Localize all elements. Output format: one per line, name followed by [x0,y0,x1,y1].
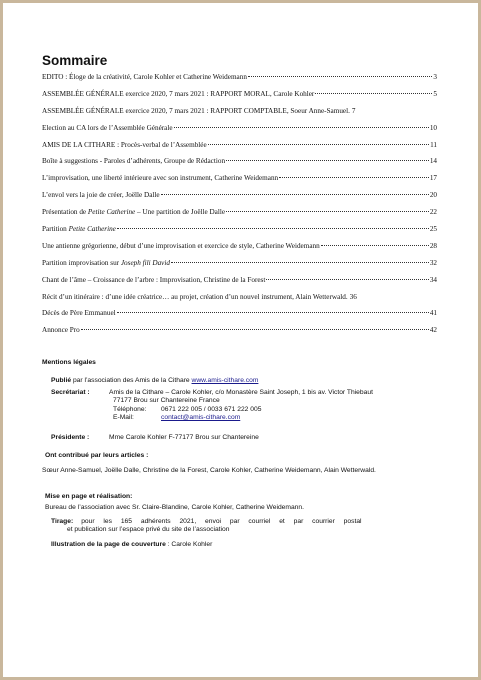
toc-entry-page: 28 [429,241,437,250]
publisher-line [42,377,451,385]
table-of-contents [42,73,437,343]
toc-leader-dots [226,211,429,212]
toc-leader-dots [208,144,429,145]
email-row [113,414,373,422]
toc-leader-dots [161,194,429,195]
secretariat-line2: 77177 Brou sur Chantereine France [113,397,220,405]
toc-entry[interactable] [42,141,437,158]
presidente-line [42,434,451,442]
tel-label: Téléphone: [113,405,147,413]
document-page [3,3,478,677]
tel-value: 0671 222 005 / 0033 671 222 005 [161,405,262,413]
toc-leader-dots [171,262,429,263]
toc-entry-title: Présentation de Petite Catherine – Une partition de Joëlle Dalle [42,208,226,217]
toc-entry-title: Chant de l’âme – Croissance de l’arbre : Improvisation, Christine de la Forest [42,275,266,284]
toc-entry-title: Une antienne grégorienne, début d’une improvisation et exercice de style, Catherine Weidemann [42,241,320,250]
toc-entry[interactable] [42,157,437,174]
toc-entry-title: Boîte à suggestions - Paroles d’adhérents, Groupe de Rédaction [42,157,226,166]
toc-entry[interactable] [42,191,437,208]
toc-entry[interactable] [42,73,437,90]
toc-entry-page: 20 [429,191,437,200]
tirage-text: pour les 165 adhérents 2021, envoi par courriel et par courrier postal [81,518,362,525]
presidente-label: Présidente : [51,434,90,441]
toc-entry-title: ASSEMBLÉE GÉNÉRALE exercice 2020, 7 mars 2021 : RAPPORT MORAL, Carole Kohler [42,89,315,98]
toc-entry[interactable] [42,259,437,276]
toc-entry-page: 22 [429,208,437,217]
tirage-block [42,518,451,535]
toc-entry-title: L’improvisation, une liberté intérieure avec son instrument, Catherine Weidemann [42,174,279,183]
toc-entry[interactable] [42,208,437,225]
toc-leader-dots [315,93,432,94]
toc-entry-page: 11 [430,140,437,149]
toc-leader-dots [117,228,429,229]
toc-entry-page: 41 [429,309,437,318]
toc-entry[interactable] [42,174,437,191]
toc-entry-page: 32 [429,258,437,267]
publie-label: Publié [51,377,72,384]
toc-entry[interactable] [42,326,437,343]
toc-entry-title: Récit d’un itinéraire : d’une idée créatrice… au projet, création d’un nouvel instrument, Alain Wetterwald. [42,292,348,301]
illustration-label: Illustration de la page de couverture [51,541,166,548]
toc-entry-page: 5 [433,89,437,98]
toc-entry[interactable] [42,309,437,326]
publie-text: par l’association des Amis de la Cithare [72,377,190,384]
toc-leader-dots [81,329,429,330]
toc-entry[interactable] [42,90,437,107]
tirage-label: Tirage: [51,518,74,525]
toc-entry-title: Partition improvisation sur Joseph fili David [42,258,170,267]
toc-entry-title: EDITO : Éloge de la créativité, Carole Kohler et Catherine Weidemann [42,73,247,81]
toc-entry[interactable] [42,293,437,310]
toc-entry[interactable] [42,225,437,242]
email-link[interactable]: contact@amis-cithare.com [161,414,241,422]
toc-entry-page: 17 [429,174,437,183]
toc-entry-page: 3 [433,73,437,81]
contrib-text: Sœur Anne-Samuel, Joëlle Dalle, Christine de la Forest, Carole Kohler, Catherine Weidemann, Alain Wetterwald. [42,467,376,474]
toc-entry-title: L’envol vers la joie de créer, Joëlle Dalle [42,191,160,200]
toc-entry-title: Annonce Pro [42,326,80,335]
toc-entry-page: 34 [429,275,437,284]
toc-leader-dots [279,177,429,178]
secretariat-block [42,389,451,423]
toc-entry-page: 7 [351,106,356,115]
toc-leader-dots [117,312,429,313]
illustration-value: : Carole Kohler [167,541,213,548]
page-title: Sommaire [42,53,108,68]
toc-entry-page: 10 [429,123,437,132]
toc-leader-dots [266,279,428,280]
toc-entry-title: Election au CA lors de l’Assemblée Générale [42,123,173,132]
toc-leader-dots [248,76,432,77]
mise-heading: Mise en page et réalisation: [45,493,133,500]
toc-entry-page: 14 [429,157,437,166]
toc-entry-title: ASSEMBLÉE GÉNÉRALE exercice 2020, 7 mars 2021 : RAPPORT COMPTABLE, Soeur Anne-Samuel. [42,106,350,115]
toc-entry[interactable] [42,276,437,293]
toc-entry[interactable] [42,107,437,124]
email-label: E-Mail: [113,414,134,422]
telephone-row [113,406,373,414]
website-link[interactable]: www.amis-cithare.com [191,377,259,384]
toc-entry[interactable] [42,124,437,141]
legal-heading: Mentions légales [42,359,96,366]
presidente-value: Mme Carole Kohler F-77177 Brou sur Chantereine [109,434,259,441]
illustration-line [42,541,451,549]
toc-entry-title: Partition Petite Catherine [42,225,116,234]
toc-leader-dots [321,245,429,246]
toc-entry-title: AMIS DE LA CITHARE : Procès-verbal de l’Assemblée [42,140,207,149]
toc-entry-page: 42 [429,326,437,335]
toc-entry[interactable] [42,242,437,259]
contrib-heading: Ont contribué par leurs articles : [45,452,149,459]
toc-entry-title: Décès de Père Emmanuel [42,309,116,318]
toc-entry-page: 25 [429,225,437,234]
tirage-text2: et publication sur l’espace privé du site de l’association [67,526,230,534]
toc-leader-dots [174,127,429,128]
toc-leader-dots [226,160,429,161]
toc-entry-page: 36 [349,292,357,301]
secretariat-label: Secrétariat : [51,389,90,396]
secretariat-line1: Amis de la Cithare – Carole Kohler, c/o Monastère Saint Joseph, 1 bis av. Victor Thiebaut [109,389,373,396]
mise-text: Bureau de l’association avec Sr. Claire-Blandine, Carole Kohler, Catherine Weidemann. [45,504,304,511]
